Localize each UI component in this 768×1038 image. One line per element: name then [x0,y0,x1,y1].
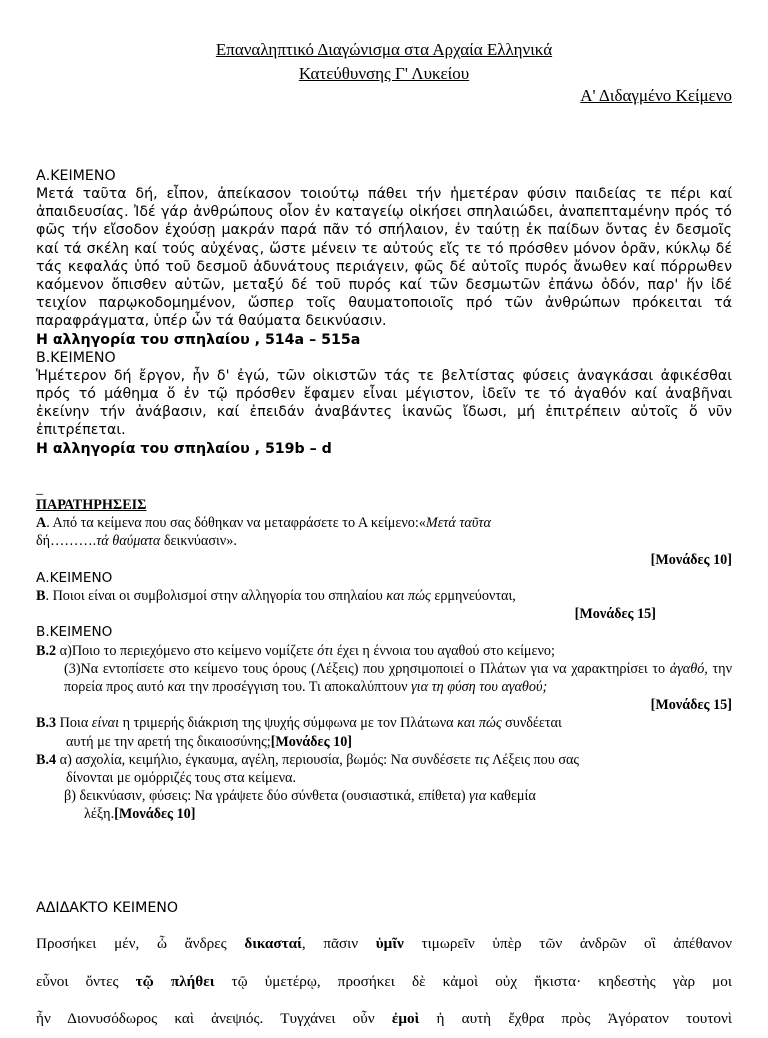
exam-subtitle: Α' Διδαγμένο Κείμενο [580,86,732,105]
question-a-text-1: . Από τα κείμενα που σας δόθηκαν να μεταφράσετε το Α κείμενο:« [46,515,426,532]
question-b4-italic-2: για [469,788,487,805]
question-b2-text-3: (3)Να εντοπίσετε στο κείμενο τους όρους (Λέξεις) που χρησιμοποιεί ο Πλάτων για να χαρακτηρίσει το [64,660,670,677]
question-b4-text-3: δίνονται με ομόρριζές τους στα κείμενα. [66,770,296,787]
question-b3-text-2: η τριμερής διάκριση της ψυχής σύμφωνα με τον Πλάτωνα [119,715,458,732]
question-b2-italic: ότι [317,642,334,659]
question-b2-text-5: την προσέγγιση του. Τι αποκαλύπτουν [185,679,412,696]
question-b [36,587,732,605]
question-a-text-2: δή [36,533,51,550]
text-a-heading: Α.ΚΕΙΜΕΝΟ [36,168,116,184]
question-b2-part-3 [36,660,732,696]
question-a-quote-start: Μετά ταῦτα [425,515,491,532]
question-b2-italic-4: για τη φύση του αγαθού; [411,679,548,696]
unseen-l1-d: ὑμῖν [375,935,404,952]
text-a-section [36,167,732,458]
question-b4-text-5: καθεμία [486,788,536,805]
question-b4-text-6: λέξη. [84,806,115,823]
question-b3-text-1: Ποια [56,715,92,732]
question-a-text-3: δεικνύασιν». [160,533,237,550]
question-b-italic: και πώς [386,588,431,605]
question-b3-italic-2: και πώς [457,715,502,732]
unseen-l2-c: τῷ ὑμετέρῳ, προσήκει δὲ κἀμοὶ οὐχ ἥκιστα· κηδεστὴς γὰρ μοι [214,972,732,990]
question-b4-text-1: α) ασχολία, κειμήλιο, έγκαυμα, αγέλη, περιουσία, βωμός: Να συνδέσετε [56,751,475,768]
question-b2-text-1: α)Ποιο το περιεχόμενο στο κείμενο νομίζετε [56,642,318,659]
question-a-quote-end: τά θαύματα [96,533,161,550]
unseen-l1-c: , πᾶσιν [301,935,376,952]
unseen-line-1 [36,925,732,963]
question-b2-text-2: έχει η έννοια του αγαθού στο κείμενο; [333,642,555,659]
question-b-text-1: . Ποιοι είναι οι συμβολισμοί στην αλληγορία του σπηλαίου [45,588,387,605]
question-b3-text-3: συνδέεται [501,715,562,732]
question-b-label: Β [36,588,46,605]
unseen-line-3 [36,1000,732,1038]
question-b4-label: Β.4 [36,751,57,768]
question-b4-marks: [Μονάδες 10] [114,806,196,823]
question-b3-marks: [Μονάδες 10] [270,733,353,750]
question-a-label: Α [36,515,47,532]
text-b-source: Η αλληγορία του σπηλαίου , 519b – d [36,440,332,457]
question-b3-label: Β.3 [36,715,57,732]
notes-heading: ΠΑΡΑΤΗΡΗΣΕΙΣ [36,497,147,513]
unseen-l3-c: ἡ αυτὴ ἔχθρα πρὸς Ἀγόρατον τουτονὶ [419,1010,732,1027]
unseen-l1-b: δικασταί [244,935,302,952]
unseen-text-body [36,925,732,1038]
question-b3 [36,714,732,732]
question-b4-part-b [36,787,732,805]
unseen-l3-b: ἐμοὶ [391,1010,420,1027]
unseen-l2-b: τῷ πλήθει [135,972,215,990]
unseen-l1-a: Προσήκει μέν, ὦ ἄνδρες [36,935,245,952]
exam-title-line-1: Επαναληπτικό Διαγώνισμα στα Αρχαία Ελληνικά [215,40,553,59]
section-a-heading: Α.ΚΕΙΜΕΝΟ [36,569,113,586]
question-b4-line-4 [36,805,732,823]
unseen-l2-a: εὖνοι ὄντες [36,972,136,990]
question-b3-text-4: αυτή με την αρετή της δικαιοσύνης; [66,733,271,750]
question-b-marks: [Μονάδες 15] [574,606,656,623]
question-b2-label: Β.2 [36,642,57,659]
unseen-line-2 [36,963,732,1001]
question-b2 [36,642,732,660]
exam-title-line-2: Κατεύθυνσης Γ' Λυκείου [298,64,470,83]
question-b2-italic-3: και [167,679,186,696]
question-b4-text-4: β) δεικνύασιν, φύσεις: Να γράψετε δύο σύνθετα (ουσιαστικά, επίθετα) [64,788,470,805]
question-b2-text-4: την πορεία προς αυτό [64,660,732,696]
question-b4-text-2: Λέξεις που σας [489,751,580,768]
unseen-l3-a: ἦν Διονυσόδωρος καὶ ἀνεψιός. Τυγχάνει οὖν [36,1010,392,1027]
question-b4 [36,751,732,769]
unseen-l1-e: τιμωρεῖν ὑπὲρ τῶν ἀνδρῶν οἳ ἀπέθανον [403,935,732,952]
question-b-text-2: ερμηνεύονται, [430,588,516,605]
section-b-heading: Β.ΚΕΙΜΕΝΟ [36,624,113,641]
question-b4-italic: τις [474,751,490,768]
question-b2-marks: [Μονάδες 15] [650,697,732,714]
text-a-body: Μετά ταῦτα δή, εἶπον, ἀπείκασον τοιούτῳ πάθει τήν ἡμετέραν φύσιν παιδείας τε πέρι καί ἀπαιδευσίας. Ἰδέ γάρ ἀνθρώπους οἷον ἐν καταγείῳ οἰκήσει σπηλαιώδει, ἀναπεπταμένην πρός τό φῶς τήν εἴσοδον ἐχούσῃ μακράν παρά πᾶν τό σπήλαιον, ἐν ταύτῃ ἐκ παίδων ὄντας ἐν δεσμοῖς καί τά σκέλη καί τούς αὐχένας, ὥστε μένειν τε αὐτούς εἴς τε τό πρόσθεν μόνον ὁρᾶν, κύκλῳ δέ τάς κεφαλάς ὑπό τοῦ δεσμοῦ ἀδυνάτους περιάγειν, φῶς δέ αὐτοῖς πυρός ἄνωθεν καί πόρρωθεν καόμενον ὄπισθεν αὐτῶν, μεταξύ δέ τοῦ πυρός καί τῶν δεσμωτῶν ἐπάνω ὁδόν, παρ' ἥν ἰδέ τειχίον παρῳκοδομημένον, ὥσπερ τοῖς θαυματοποιοῖς πρό τῶν ἀνθρώπων πρόκειται τά παραφράγματα, ὑπέρ ὧν τά θαύματα δεικνύασιν. [36,186,732,330]
unseen-text-heading: ΑΔΙΔΑΚΤΟ ΚΕΙΜΕΝΟ [36,900,179,916]
text-a-source: Η αλληγορία του σπηλαίου , 514a – 515a [36,331,361,348]
question-b2-italic-2: ἀγαθό, [669,660,708,677]
separator-dash: _ [36,481,44,497]
question-a [36,514,732,550]
text-b-heading: Β.ΚΕΙΜΕΝΟ [36,349,116,366]
question-b3-line-2 [36,733,732,751]
question-a-dots: ………. [50,533,97,550]
question-a-marks: [Μονάδες 10] [650,551,732,568]
question-b3-italic: είναι [91,715,120,732]
text-b-body: Ἡμέτερον δή ἔργον, ἦν δ' ἐγώ, τῶν οἰκιστῶν τάς τε βελτίστας φύσεις ἀναγκάσαι ἀφικέσθαι πρός τό μάθημα ὅ ἐν τῷ πρόσθεν ἔφαμεν εἶναι μέγιστον, ἰδεῖν τε τό ἀγαθόν καί ἀναβῆναι ἐκείνην τήν ἀνάβασιν, καί ἐπειδάν ἀναβάντες ἱκανῶς ἴδωσι, μή ἐπιτρέπειν αὐτοῖς ὅ νῦν ἐπιτρέπεται. [36,367,732,439]
questions-section [36,482,732,824]
